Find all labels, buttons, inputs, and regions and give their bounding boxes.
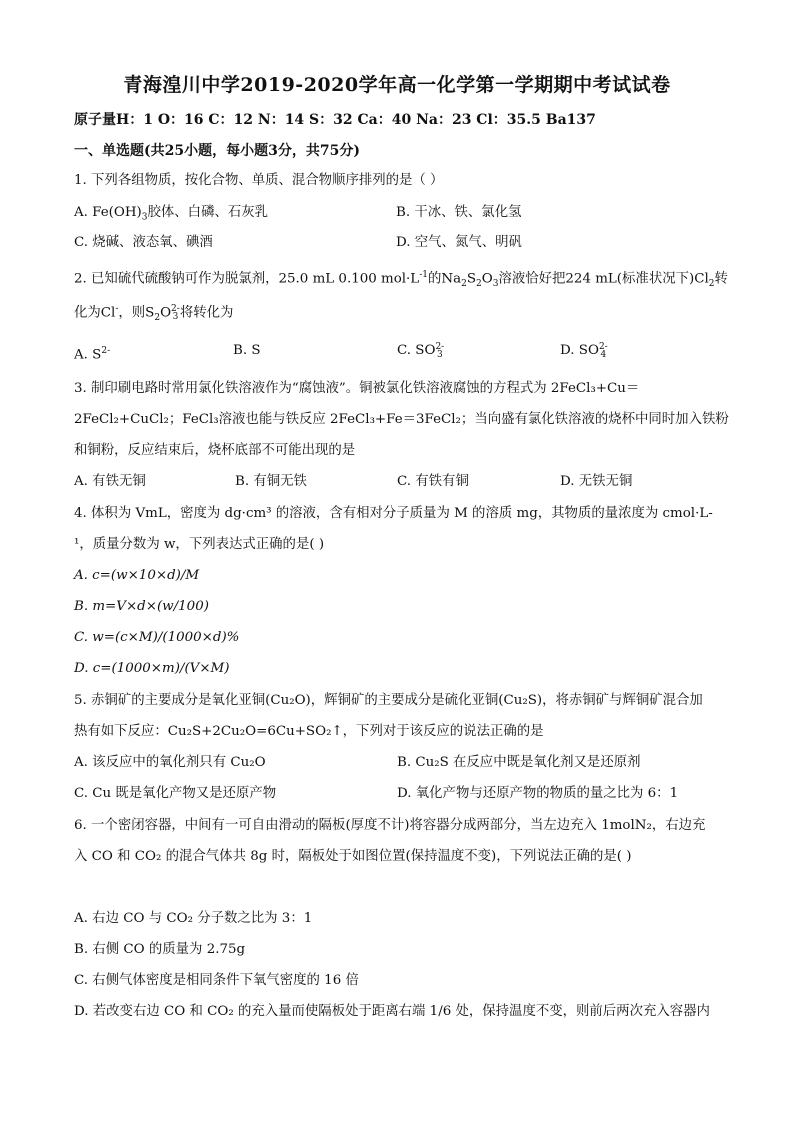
question-5-stem-line-2: 热有如下反应：Cu₂S+2Cu₂O=6Cu+SO₂↑，下列对于该反应的说法正确的是 bbox=[74, 724, 544, 739]
question-1-option-d: D. 空气、氮气、明矾 bbox=[396, 235, 522, 250]
question-6-option-c: C. 右侧气体密度是相同条件下氧气密度的 16 倍 bbox=[74, 973, 359, 988]
question-6-stem-line-2: 入 CO 和 CO₂ 的混合气体共 8g 时，隔板处于如图位置(保持温度不变)，下列说法正确的是( ) bbox=[74, 849, 632, 864]
question-4-option-a: A. c=(w×10×d)/M bbox=[74, 568, 200, 583]
question-2-stem-line-2: 化为Cl-，则$S_2O$ 2- 3 将转化为 bbox=[74, 303, 234, 324]
question-2-option-b: B. S bbox=[233, 343, 261, 358]
question-3-option-a: A. 有铁无铜 bbox=[74, 474, 146, 489]
question-3-option-b: B. 有铜无铁 bbox=[235, 474, 307, 489]
question-4-option-c: C. w=(c×M)/(1000×d)% bbox=[74, 630, 240, 645]
question-5-option-b: B. Cu₂S 在反应中既是氧化剂又是还原剂 bbox=[397, 755, 641, 770]
question-4-stem-line-2: ¹，质量分数为 w，下列表达式正确的是( ) bbox=[74, 537, 325, 552]
atomic-mass-line: 原子量H：1 O：16 C：12 N：14 S：32 Ca：40 Na：23 Cl：35.5 Ba137 bbox=[74, 112, 596, 128]
question-1-option-a: A. $Fe(OH)_3$胶体、白磷、石灰乳 bbox=[74, 205, 269, 223]
question-2-option-a: A. $S^{2-}$ bbox=[74, 346, 111, 363]
section-heading: 一、单选题(共25小题，每小题3分，共75分) bbox=[74, 143, 360, 159]
question-6-option-b: B. 右侧 CO 的质量为 2.75g bbox=[74, 942, 246, 957]
page-title: 青海湟川中学2019-2020学年高一化学第一学期期中考试试卷 bbox=[123, 74, 671, 96]
question-1-stem: 1. 下列各组物质，按化合物、单质、混合物顺序排列的是（ ） bbox=[74, 173, 444, 188]
question-5-stem-line-1: 5. 赤铜矿的主要成分是氧化亚铜(Cu₂O)，辉铜矿的主要成分是硫化亚铜(Cu₂S)，将赤铜矿与辉铜矿混合加 bbox=[74, 693, 703, 708]
question-3-stem-line-2: 2FeCl₂+CuCl₂；FeCl₃溶液也能与铁反应 2FeCl₃+Fe＝3FeCl₂；当向盛有氯化铁溶液的烧杯中同时加入铁粉 bbox=[74, 412, 729, 427]
question-5-option-d: D. 氧化产物与还原产物的物质的量之比为 6：1 bbox=[397, 786, 679, 801]
question-3-stem-line-1: 3. 制印刷电路时常用氯化铁溶液作为“腐蚀液”。铜被氯化铁溶液腐蚀的方程式为 2FeCl₃+Cu＝ bbox=[74, 381, 640, 396]
question-2-stem-line-1: 2. 已知硫代硫酸钠可作为脱氯剂，25.0 mL 0.100 $mol\cdot L^{-1}$的$Na_2S_2O_3$溶液恰好把224 mL(标准状况下)$Cl_2$转 bbox=[74, 270, 728, 290]
question-3-option-d: D. 无铁无铜 bbox=[560, 474, 633, 489]
question-6-option-d: D. 若改变右边 CO 和 CO₂ 的充入量而使隔板处于距离右端 1/6 处，保持温度不变，则前后两次充入容器内 bbox=[74, 1004, 710, 1019]
question-4-stem-line-1: 4. 体积为 VmL，密度为 dg·cm³ 的溶液，含有相对分子质量为 M 的溶质 mg，其物质的量浓度为 cmol·L- bbox=[74, 506, 713, 521]
question-4-option-b: B. m=V×d×(w/100) bbox=[74, 599, 209, 614]
question-6-option-a: A. 右边 CO 与 CO₂ 分子数之比为 3：1 bbox=[74, 911, 313, 926]
question-4-option-d: D. c=(1000×m)/(V×M) bbox=[74, 661, 230, 676]
question-2-option-c: C. SO 2- 3 bbox=[397, 341, 445, 360]
question-1-option-c: C. 烧碱、液态氧、碘酒 bbox=[74, 235, 213, 250]
question-1-option-b: B. 干冰、铁、氯化氢 bbox=[396, 205, 522, 220]
question-6-stem-line-1: 6. 一个密闭容器，中间有一可自由滑动的隔板(厚度不计)将容器分成两部分，当左边充入 1molN₂，右边充 bbox=[74, 818, 706, 833]
question-3-option-c: C. 有铁有铜 bbox=[397, 474, 469, 489]
question-3-stem-line-3: 和铜粉，反应结束后，烧杯底部不可能出现的是 bbox=[74, 443, 356, 458]
question-5-option-a: A. 该反应中的氧化剂只有 Cu₂O bbox=[74, 755, 266, 770]
question-5-option-c: C. Cu 既是氧化产物又是还原产物 bbox=[74, 786, 277, 801]
question-2-option-d: D. SO 2- 4 bbox=[560, 341, 608, 360]
